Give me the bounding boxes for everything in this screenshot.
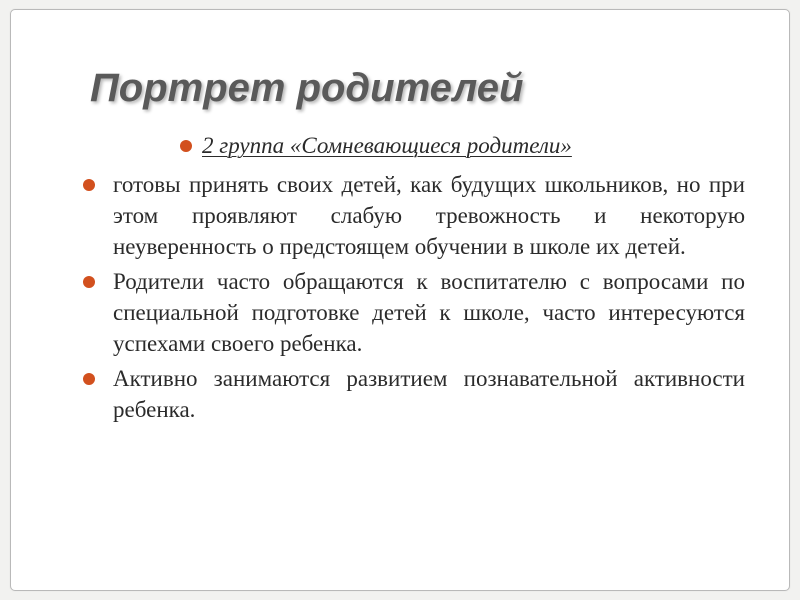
bullet-list bbox=[83, 169, 745, 429]
list-item bbox=[83, 169, 745, 262]
bullet-dot-icon bbox=[83, 276, 95, 288]
bullet-dot-icon bbox=[83, 373, 95, 385]
list-item bbox=[83, 363, 745, 425]
list-item-text: Родители часто обращаются к воспитателю с вопросами по специальной подготовке детей к школе, часто интересуются успехами своего ребенка. bbox=[113, 269, 745, 356]
bullet-dot-icon bbox=[180, 140, 192, 152]
slide-title: Портрет родителей bbox=[90, 66, 524, 110]
bullet-dot-icon bbox=[83, 179, 95, 191]
list-item-text: готовы принять своих детей, как будущих школьников, но при этом проявляют слабую тревожность и некоторую неуверенность о предстоящем обучении в школе их детей. bbox=[113, 172, 745, 259]
slide-subtitle: 2 группа «Сомневающиеся родители» bbox=[202, 133, 572, 158]
list-item-text: Активно занимаются развитием познавательной активности ребенка. bbox=[113, 366, 745, 422]
list-item bbox=[83, 266, 745, 359]
